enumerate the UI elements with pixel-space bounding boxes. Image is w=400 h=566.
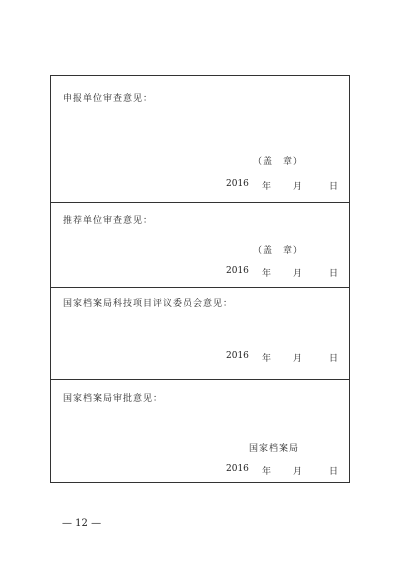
date-line xyxy=(226,464,339,477)
date-line xyxy=(226,266,339,279)
date-day-unit: 日 xyxy=(329,354,339,364)
date-month-unit: 月 xyxy=(293,269,303,279)
date-month-unit: 月 xyxy=(293,467,303,477)
recommender-review-section xyxy=(51,202,349,287)
date-year-unit: 年 xyxy=(262,467,272,477)
organization-label: 国家档案局 xyxy=(249,444,300,454)
committee-opinion-section xyxy=(51,287,349,379)
page-number: — 12 — xyxy=(62,518,102,529)
date-line xyxy=(226,351,339,364)
applicant-review-section xyxy=(51,76,349,202)
date-year: 2016 xyxy=(226,351,249,361)
date-year: 2016 xyxy=(226,464,249,474)
date-year-unit: 年 xyxy=(262,269,272,279)
date-month-unit: 月 xyxy=(293,182,303,192)
date-day-unit: 日 xyxy=(329,467,339,477)
date-line xyxy=(226,179,339,192)
date-day-unit: 日 xyxy=(329,269,339,279)
seal-label: （盖 章） xyxy=(253,246,304,256)
date-year: 2016 xyxy=(226,179,249,189)
section-title: 推荐单位审查意见： xyxy=(63,216,154,226)
section-title: 国家档案局科技项目评议委员会意见： xyxy=(63,299,234,309)
section-title: 国家档案局审批意见： xyxy=(63,394,164,404)
date-month-unit: 月 xyxy=(293,354,303,364)
date-year-unit: 年 xyxy=(262,182,272,192)
date-year: 2016 xyxy=(226,266,249,276)
date-day-unit: 日 xyxy=(329,182,339,192)
section-title: 申报单位审查意见： xyxy=(63,94,154,104)
seal-label: （盖 章） xyxy=(253,157,304,167)
approval-opinion-section xyxy=(51,379,349,484)
approval-form-table xyxy=(50,75,350,483)
date-year-unit: 年 xyxy=(262,354,272,364)
